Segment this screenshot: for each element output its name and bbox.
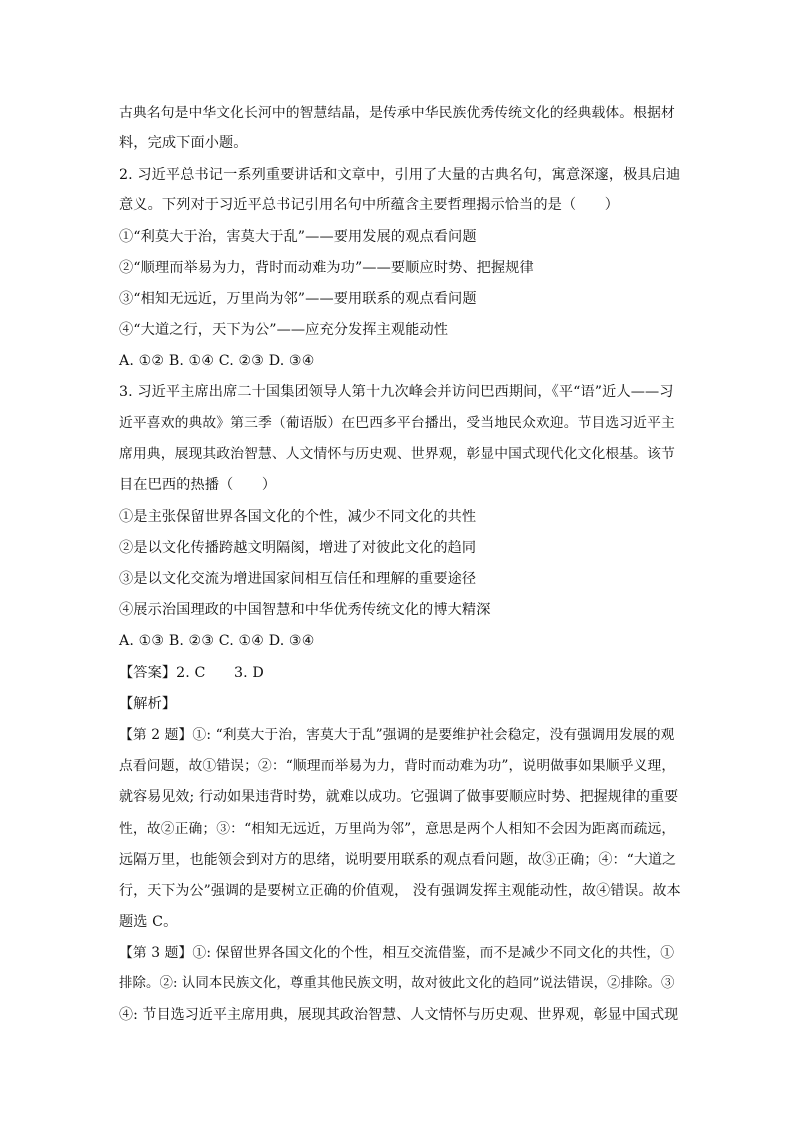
question-2-stem: 2. 习近平总书记一系列重要讲话和文章中，引用了大量的古典名句，寓意深邃，极具启迪: [119, 167, 681, 183]
text-line: 点看问题，故①错误；②：“顺理而举易为力，背时而动难为功”，说明做事如果顺乎义理，: [119, 758, 676, 774]
option-3: ③“相知无远近，万里尚为邻”——要用联系的观点看问题: [119, 291, 477, 307]
analysis-q2: 【第 2 题】①: “利莫大于治，害莫大于乱”强调的是要维护社会稳定，没有强调用发展的观: [119, 727, 675, 743]
text-line: 性，故②正确；③：“相知无远近，万里尚为邻”，意思是两个人相知不会因为距离而疏远，: [119, 821, 676, 837]
question-3-stem: 3. 习近平主席出席二十国集团领导人第十九次峰会并访问巴西期间，《平“语”近人——习: [119, 384, 674, 400]
text-line: 行，天下为公”强调的是要树立正确的价值观， 没有强调发挥主观能动性，故④错误。故本: [119, 883, 681, 899]
text-line: 题选 C。: [119, 914, 178, 930]
option-2: ②是以文化传播跨越文明隔阂，增进了对彼此文化的趋同: [119, 540, 477, 556]
analysis-q3: 【第 3 题】①: 保留世界各国文化的个性，相互交流借鉴，而不是减少不同文化的共性，①: [119, 945, 675, 961]
text-line: 排除。②: 认同本民族文化，尊重其他民族文明，故对彼此文化的趋同”说法错误，②排除。③: [119, 976, 675, 991]
option-1: ①是主张保留世界各国文化的个性，减少不同文化的共性: [119, 509, 477, 525]
option-4: ④“大道之行，天下为公”——应充分发挥主观能动性: [119, 322, 449, 338]
text-line: 远隔万里，也能领会到对方的思绪，说明要用联系的观点看问题，故③正确；④：“大道之: [119, 852, 677, 868]
text-line: 古典名句是中华文化长河中的智慧结晶，是传承中华民族优秀传统文化的经典载体。根据材: [119, 105, 675, 121]
text-line: 近平喜欢的典故》第三季（葡语版）在巴西多平台播出，受当地民众欢迎。节目选习近平主: [119, 415, 675, 431]
text-line: 席用典，展现其政治智慧、人文情怀与历史观、世界观，彰显中国式现代化文化根基。该节: [119, 446, 675, 462]
answer-choices: A. ①② B. ①④ C. ②③ D. ③④: [119, 353, 315, 369]
option-1: ①“利莫大于治，害莫大于乱”——要用发展的观点看问题: [119, 229, 477, 245]
text-line: 料，完成下面小题。: [119, 135, 248, 151]
option-2: ②“顺理而举易为力，背时而动难为功”——要顺应时势、把握规律: [119, 260, 534, 276]
analysis-heading: 【解析】: [119, 696, 177, 712]
text-line: ④: 节目选习近平主席用典，展现其政治智慧、人文情怀与历史观、世界观，彰显中国式现: [119, 1007, 679, 1023]
text-line: 目在巴西的热播（ ）: [119, 477, 277, 493]
answer-key: 【答案】2. C 3. D: [119, 665, 264, 681]
option-4: ④展示治国理政的中国智慧和中华优秀传统文化的博大精深: [119, 602, 491, 618]
text-line: 就容易见效; 行动如果违背时势，就难以成功。它强调了做事要顺应时势、把握规律的重要: [119, 789, 679, 805]
text-line: 意义。下列对于习近平总书记引用名句中所蕴含主要哲理揭示恰当的是（ ）: [119, 197, 620, 213]
answer-choices: A. ①③ B. ②③ C. ①④ D. ③④: [119, 633, 315, 649]
option-3: ③是以文化交流为增进国家间相互信任和理解的重要途径: [119, 571, 477, 587]
